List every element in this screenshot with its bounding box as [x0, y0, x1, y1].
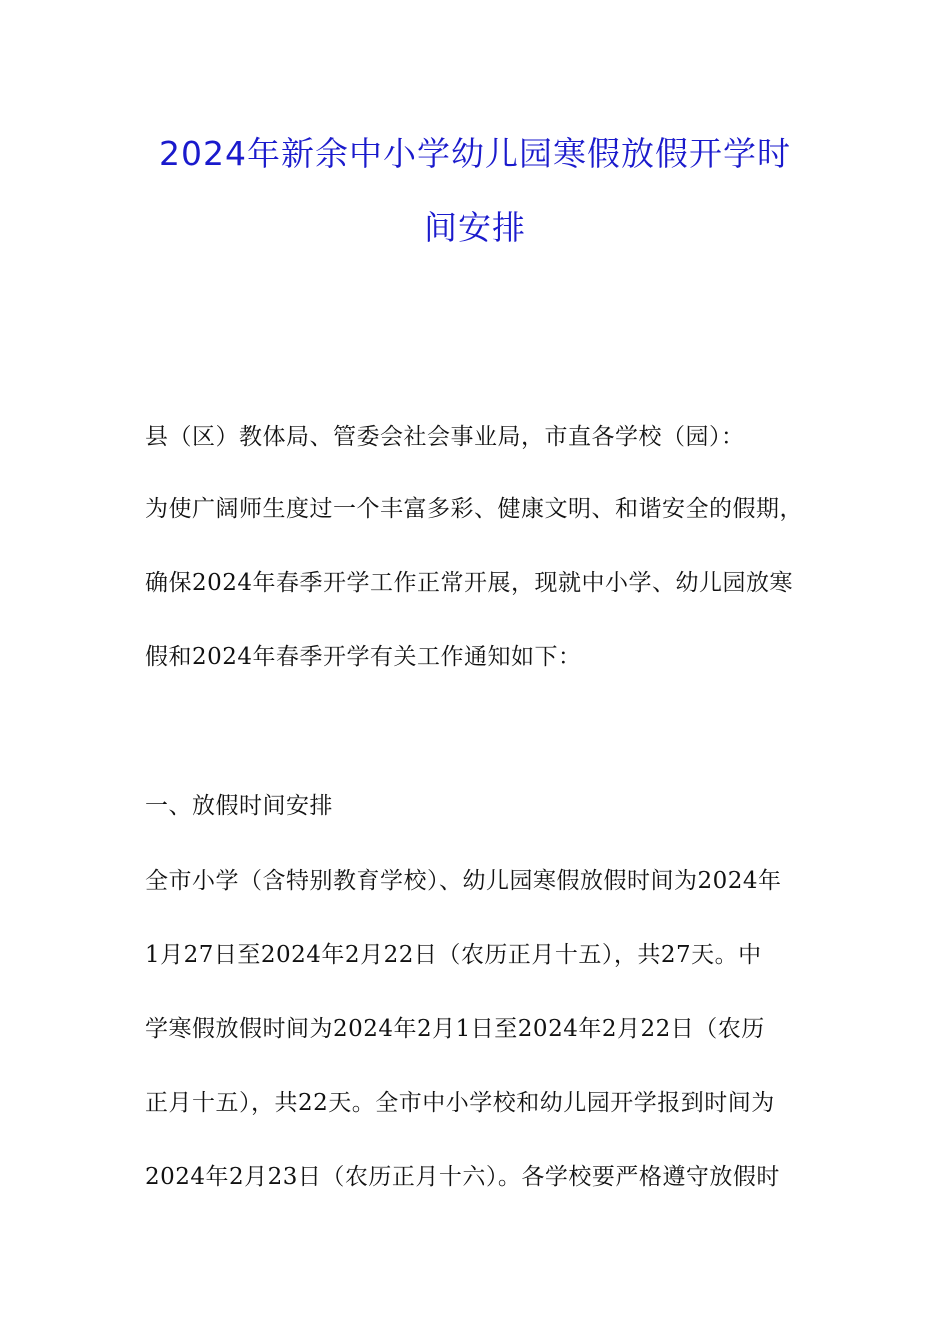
- salutation-line: 县（区）教体局、管委会社会事业局，市直各学校（园）：: [145, 424, 745, 450]
- body-line: 1月27日至2024年2月22日（农历正月十五），共27天。中: [145, 942, 762, 968]
- document-title-line-1: 2024年新余中小学幼儿园寒假放假开学时: [159, 134, 791, 173]
- body-line: 假和2024年春季开学有关工作通知如下：: [145, 644, 582, 670]
- body-line: 学寒假放假时间为2024年2月1日至2024年2月22日（农历: [145, 1016, 765, 1042]
- body-line: 2024年2月23日（农历正月十六）。各学校要严格遵守放假时: [145, 1164, 780, 1190]
- body-line: 确保2024年春季开学工作正常开展，现就中小学、幼儿园放寒: [145, 570, 794, 596]
- body-line: 为使广阔师生度过一个丰富多彩、健康文明、和谐安全的假期，: [145, 496, 803, 522]
- document-title-line-2: 间安排: [424, 208, 526, 247]
- body-line: 正月十五），共22天。全市中小学校和幼儿园开学报到时间为: [145, 1090, 775, 1116]
- section-heading: 一、放假时间安排: [145, 793, 333, 819]
- body-line: 全市小学（含特别教育学校）、幼儿园寒假放假时间为2024年: [145, 868, 782, 894]
